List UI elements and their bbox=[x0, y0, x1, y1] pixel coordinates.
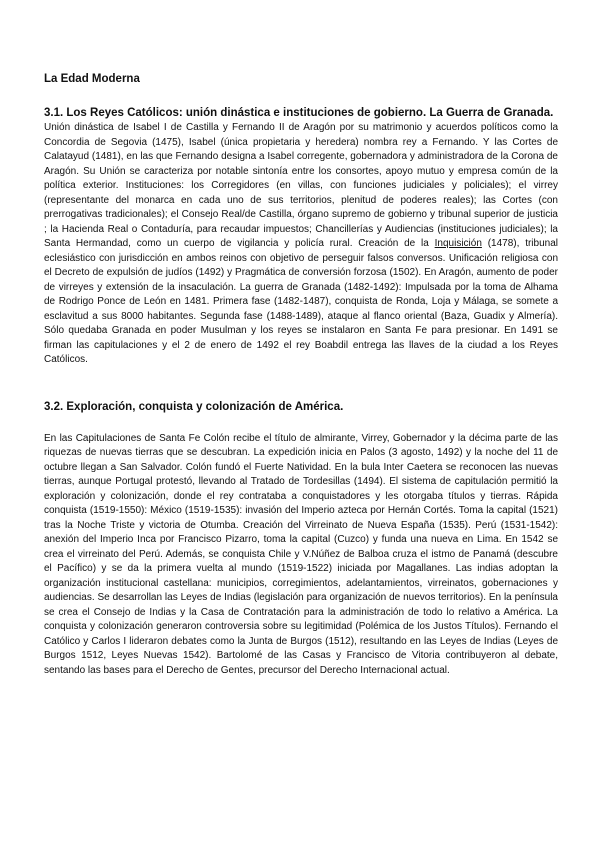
section-america bbox=[44, 400, 558, 679]
section-heading: 3.2. Exploración, conquista y colonización de América. bbox=[44, 400, 344, 413]
paragraph-text: Unión dinástica de Isabel I de Castilla y Fernando II de Aragón por su matrimonio y acuerdos políticos como la Concordia de Segovia (1475), Isabel (única propietaria y heredera) nombra rey a Fernando. Y las Cortes de Calatayud (1481), en las que Fernando designa a Isabel corregente, gobernadora y administradora de la Corona de Aragón. Su Unión se caracteriza por notable sintonía entre los consortes, apoyo mutuo y empresa común de la política exterior. Instituciones: los Corregidores (en villas, con funciones judiciales y policiales); el virrey (representante del monarca en cada uno de sus territorios, plenitud de poderes reales); las Cortes (con prerrogativas tradicionales); el Consejo Real/de Castilla, órgano supremo de gobierno y tribunal superior de justicia ; la Hacienda Real o Contaduría, para recaudar impuestos; Chancillerías y Audiencias (instituciones judiciales); la Santa Hermandad, como un cuerpo de vigilancia y policía rural. Creación de la bbox=[44, 122, 558, 249]
document-title: La Edad Moderna bbox=[44, 73, 140, 85]
paragraph-text: (1478), tribunal eclesiástico con jurisdicción en ambos reinos con objetivo de perseguir falsos conversos. Unificación religiosa con el Decreto de expulsión de judíos (1492) y Pragmática de conversión forzosa (1502). En Aragón, aumento de poder de virreyes y extensión de la insaculación. La guerra de Granada (1482-1492): Impulsada por la toma de Alhama de Rodrigo Ponce de León en 1481. Primera fase (1482-1487), conquista de Ronda, Loja y Málaga, se somete a esclavitud a sus 8000 habitantes. Segunda fase (1488-1489), ataque al flanco oriental (Baza, Guadix y Almería). Sólo quedaba Granada en poder Musulman y los reyes se instalaron en Santa Fe para presionar. En 1491 se firman las capitulaciones y el 2 de enero de 1492 el rey Boabdil entrega las llaves de la ciudad a los Reyes Católicos. bbox=[44, 238, 558, 365]
document-page bbox=[44, 72, 558, 678]
inquisicion-link[interactable]: Inquisición bbox=[434, 238, 482, 249]
section-paragraph: En las Capitulaciones de Santa Fe Colón recibe el título de almirante, Virrey, Gobernador y la décima parte de las riquezas de nuevas tierras que se descubran. La expedición inicia en Palos (3 agosto, 1492) y la noche del 11 de octubre llegan a San Salvador. Colón fundó el Fuerte Natividad. En la bula Inter Caetera se reconocen las nuevas tierras, aunque Portugal protestó, llevando al Tratado de Tordesillas (1494). El sistema de capitulación permitió la exploración y colonización, donde el rey contrataba a conquistadores y les otorgaba títulos y tierras. Rápida conquista (1519-1550): México (1519-1535): invasión del Imperio azteca por Hernán Cortés. Toma la capital (1521) tras la Noche Triste y victoria de Otumba. Creación del Virreinato de Nueva España (1535). Perú (1531-1542): anexión del Imperio Inca por Francisco Pizarro, toma la capital (Cuzco) y funda una nueva en Lima. En 1542 se crea el virreinato del Perú. Además, se conquista Chile y V.Núñez de Balboa cruza el istmo de Panamá (descubre el Pacífico) y se da la primera vuelta al mundo (1519-1522) iniciada por Magallanes. Las indias adoptan la organización institucional castellana: municipios, corregimientos, adelantamientos, virreinatos, gobernaciones y audiencias. Se desarrollan las Leyes de Indias (legislación para organización de nuevos territorios). En la península se crea el Consejo de Indias y la Casa de Contratación para la administración de todo lo relativo a América. La conquista y colonización generaron controversia sobre su legitimidad (Polémica de los Justos Títulos). Fernando el Católico y Carlos I lideraron debates como la Junta de Burgos (1512), resultando en las Leyes de Indias (Leyes de Burgos 1512, Leyes Nuevas 1542). Bartolomé de las Casas y Francisco de Vitoria contribuyeron al debate, sentando las bases para el Derecho de Gentes, precursor del Derecho Internacional actual. bbox=[44, 432, 558, 676]
section-reyes-catolicos bbox=[44, 106, 558, 368]
section-heading: 3.1. Los Reyes Católicos: unión dinástica e instituciones de gobierno. La Guerra de Granada. bbox=[44, 107, 554, 119]
section-paragraph bbox=[44, 121, 558, 368]
